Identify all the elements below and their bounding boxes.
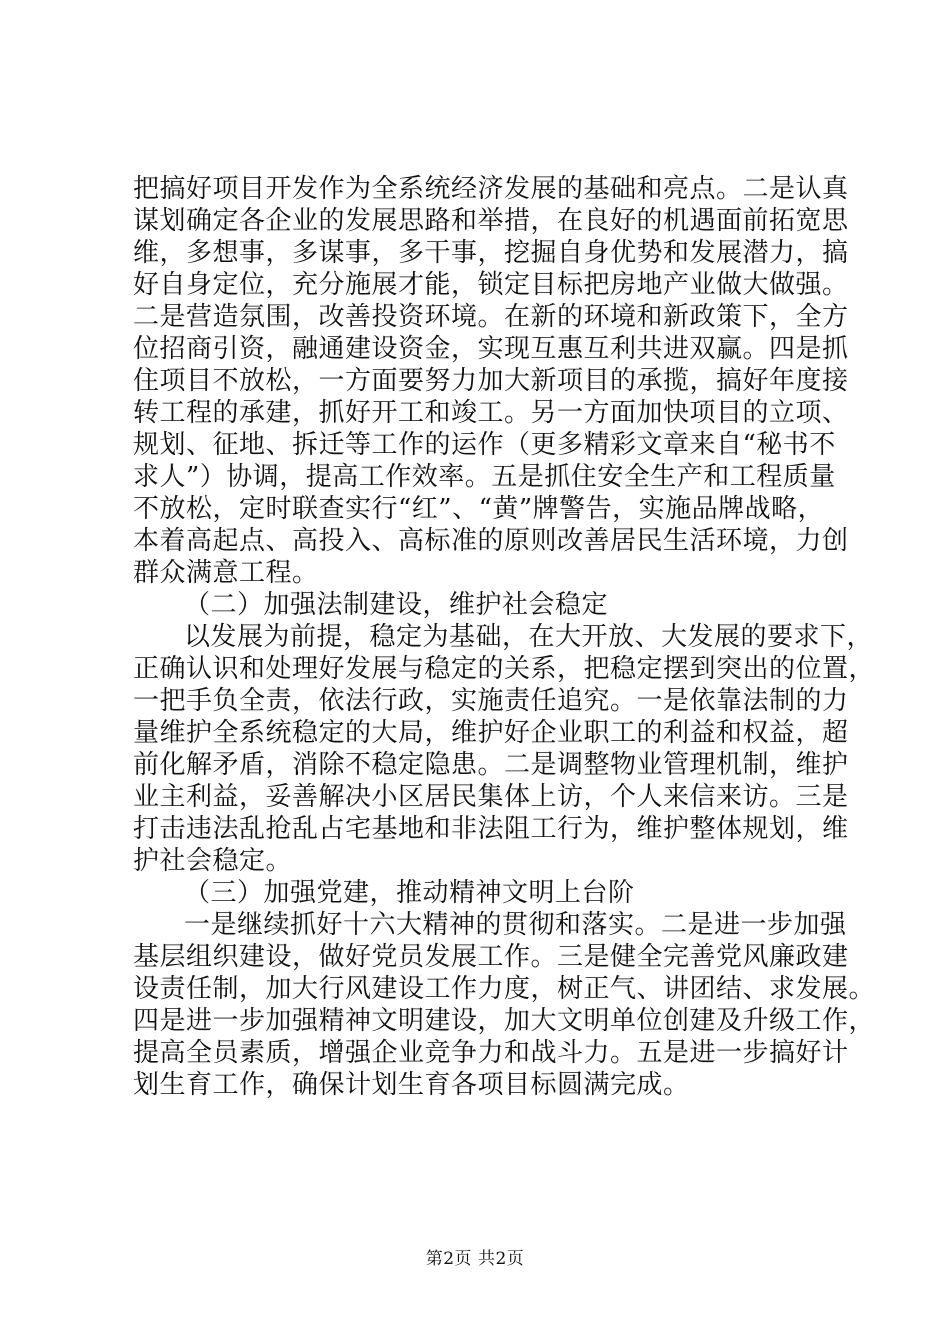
paragraph-line: 位招商引资，融通建设资金，实现互惠互利共进双赢。四是抓: [133, 334, 849, 364]
paragraph-line: 把搞好项目开发作为全系统经济发展的基础和亮点。二是认真: [133, 174, 849, 204]
paragraph-line: 二是营造氛围，改善投资环境。在新的环境和新政策下，全方: [133, 302, 849, 332]
section-heading: （三）加强党建，推动精神文明上台阶: [184, 878, 635, 908]
paragraph-line: 基层组织建设，做好党员发展工作。三是健全完善党风廉政建: [133, 942, 849, 972]
paragraph-line: 四是进一步加强精神文明建设，加大文明单位创建及升级工作，: [133, 1006, 876, 1036]
paragraph-line: 量维护全系统稳定的大局，维护好企业职工的利益和权益，超: [133, 718, 849, 748]
paragraph-line: 前化解矛盾，消除不稳定隐患。二是调整物业管理机制，维护: [133, 750, 849, 780]
page-footer: 第2页 共2页: [425, 1249, 525, 1269]
paragraph-line: 正确认识和处理好发展与稳定的关系，把稳定摆到突出的位置，: [133, 654, 876, 684]
paragraph-line: 本着高起点、高投入、高标准的原则改善居民生活环境，力创: [133, 526, 849, 556]
paragraph-line: 转工程的承建，抓好开工和竣工。另一方面加快项目的立项、: [133, 398, 849, 428]
paragraph-line: 求人”）协调，提高工作效率。五是抓住安全生产和工程质量: [133, 462, 836, 492]
paragraph-line: 打击违法乱抢乱占宅基地和非法阻工行为，维护整体规划，维: [133, 814, 849, 844]
paragraph-line: 不放松，定时联查实行“红”、“黄”牌警告，实施品牌战略，: [133, 494, 825, 524]
paragraph-line: 维，多想事，多谋事，多干事，挖掘自身优势和发展潜力，搞: [133, 238, 849, 268]
paragraph-line: 护社会稳定。: [133, 846, 293, 876]
paragraph-line: 划生育工作，确保计划生育各项目标圆满完成。: [133, 1070, 690, 1100]
paragraph-line: 规划、征地、拆迁等工作的运作（更多精彩文章来自“秘书不: [133, 430, 836, 460]
paragraph-line: 谋划确定各企业的发展思路和举措，在良好的机遇面前拓宽思: [133, 206, 849, 236]
paragraph-line: 一把手负全责，依法行政，实施责任追究。一是依靠法制的力: [133, 686, 849, 716]
paragraph-line: 好自身定位，充分施展才能，锁定目标把房地产业做大做强。: [133, 270, 849, 300]
paragraph-line: 提高全员素质，增强企业竞争力和战斗力。五是进一步搞好计: [133, 1038, 849, 1068]
paragraph-line: 住项目不放松，一方面要努力加大新项目的承揽，搞好年度接: [133, 366, 849, 396]
paragraph-line: 以发展为前提，稳定为基础，在大开放、大发展的要求下，: [184, 622, 874, 652]
paragraph-line: 群众满意工程。: [133, 558, 319, 588]
section-heading: （二）加强法制建设，维护社会稳定: [184, 590, 609, 620]
paragraph-line: 业主利益，妥善解决小区居民集体上访，个人来信来访。三是: [133, 782, 849, 812]
paragraph-line: 一是继续抓好十六大精神的贯彻和落实。二是进一步加强: [184, 910, 847, 940]
paragraph-line: 设责任制，加大行风建设工作力度，树正气、讲团结、求发展。: [133, 974, 876, 1004]
